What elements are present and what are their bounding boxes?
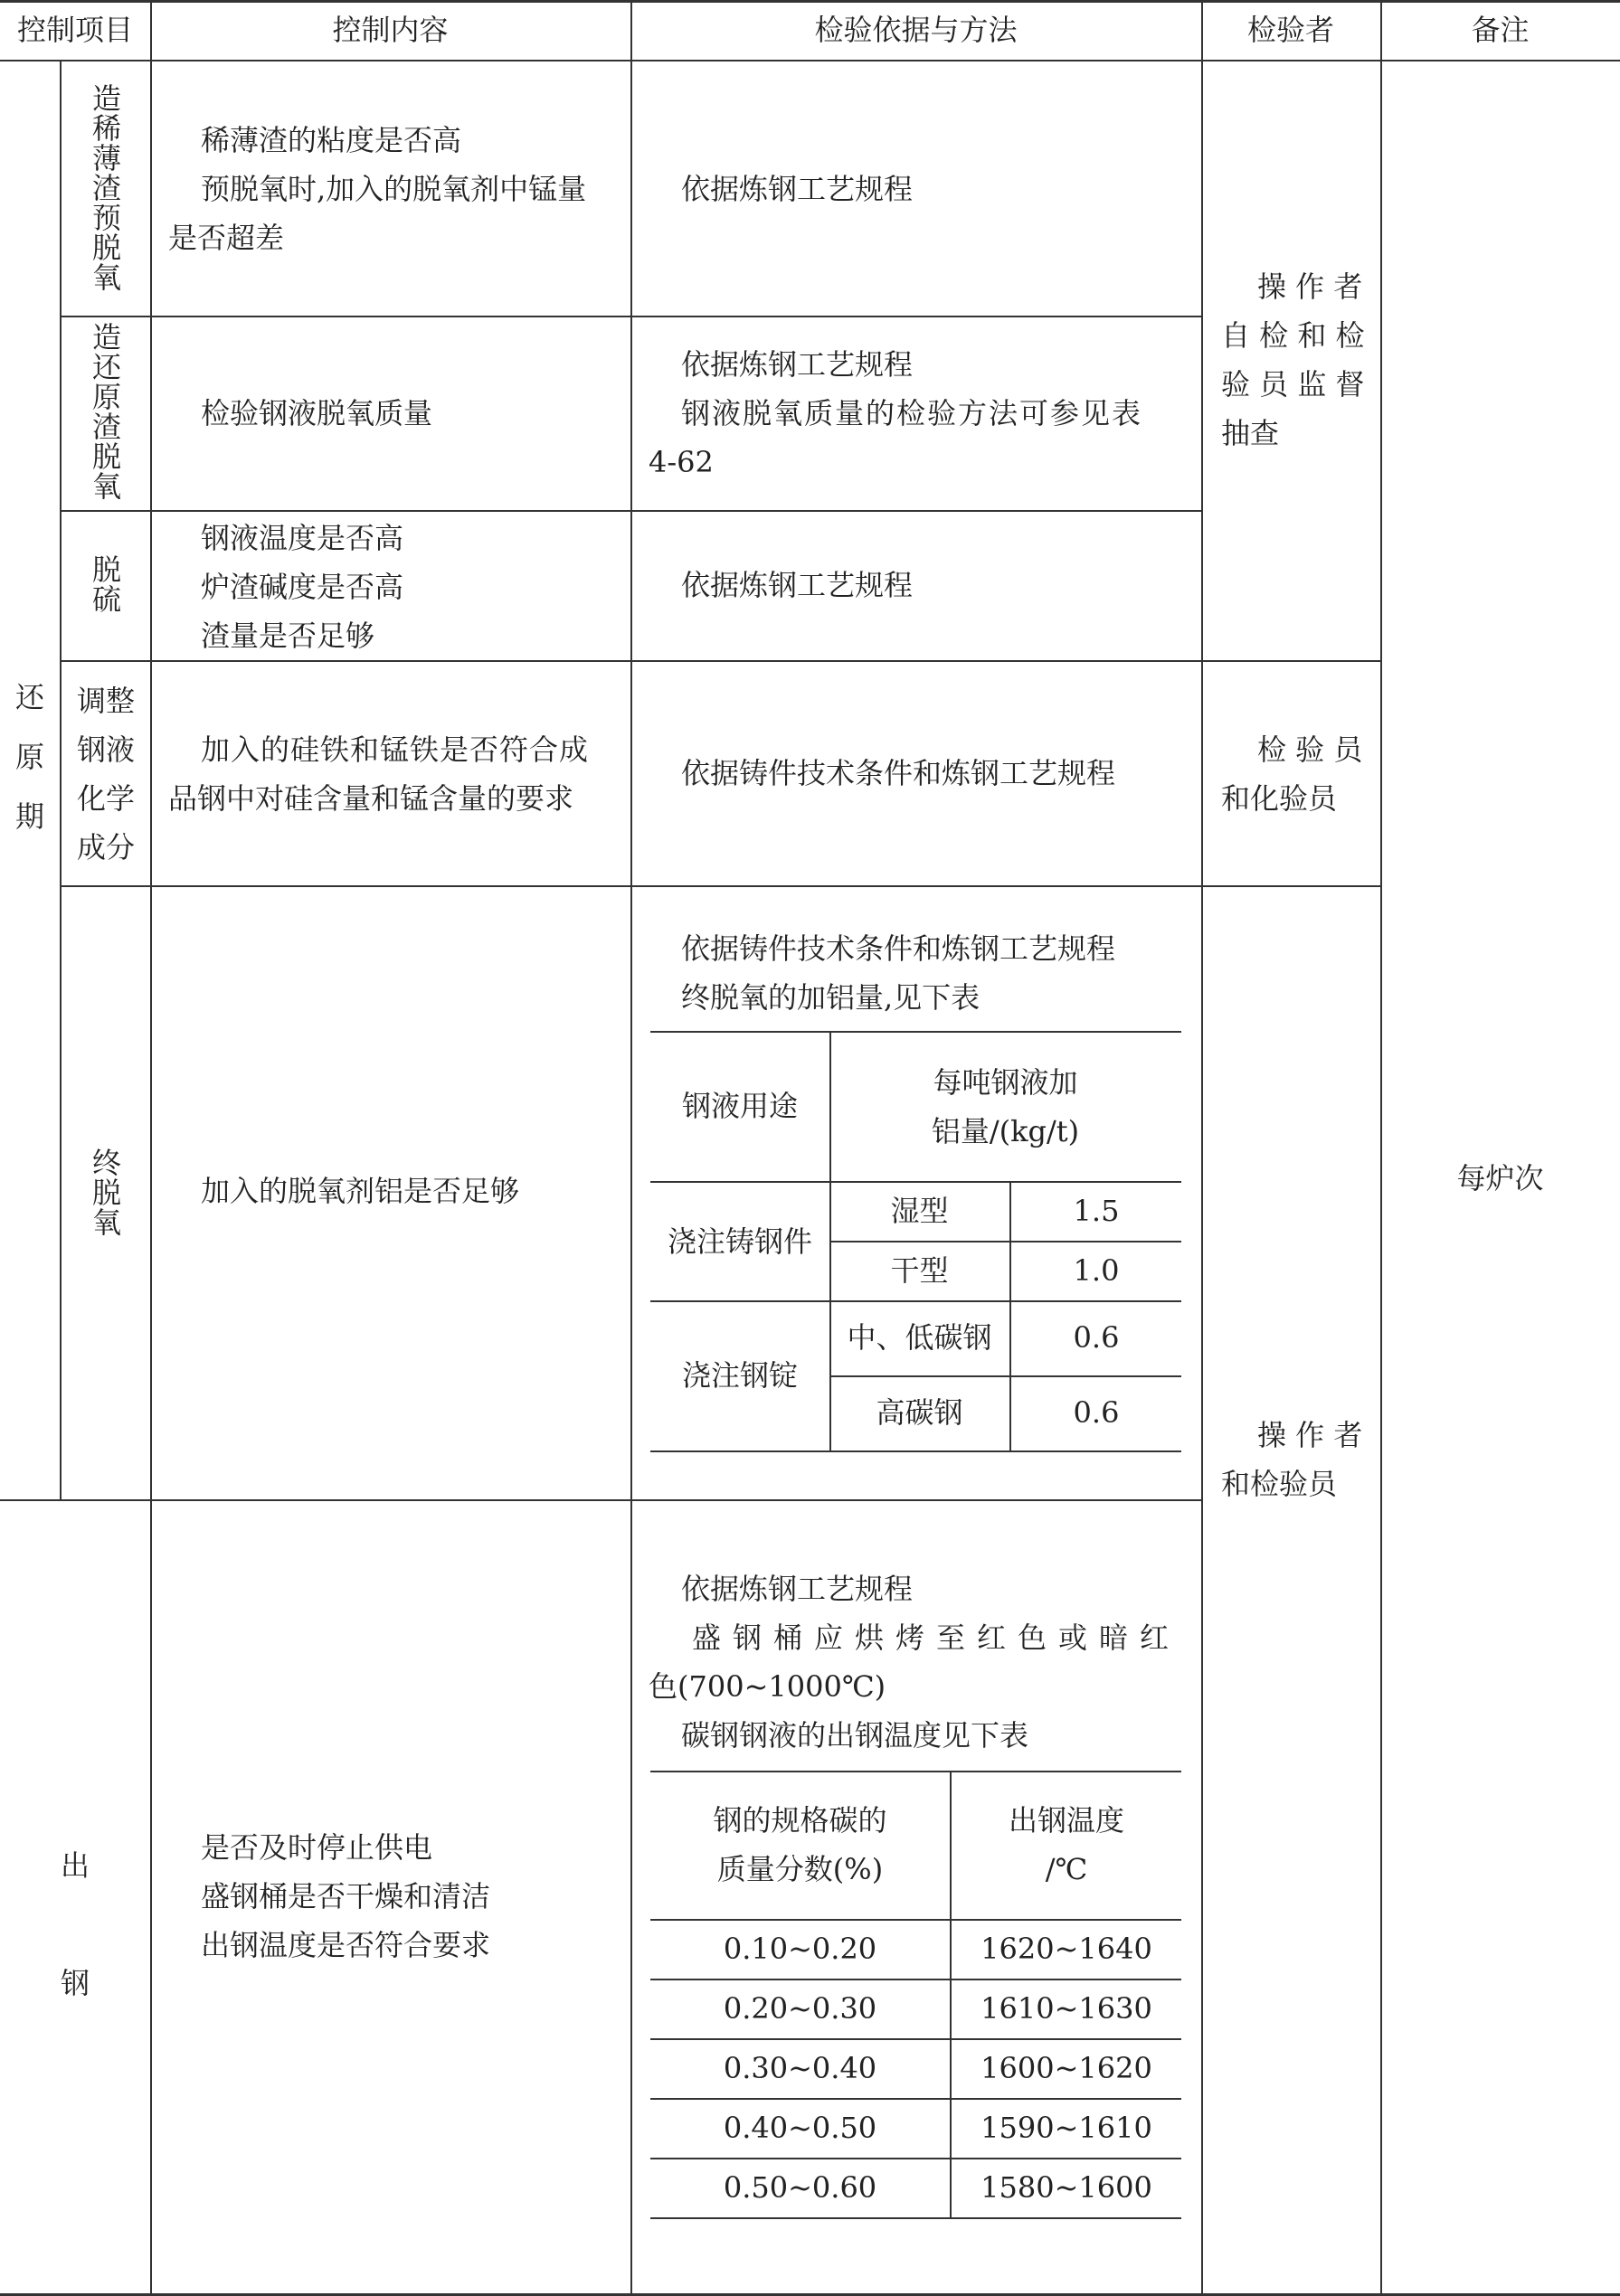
al-amount: 1.5	[1073, 1194, 1120, 1228]
content-tapping: 是否及时停止供电 盛钢桶是否干燥和清洁 出钢温度是否符合要求	[201, 1830, 491, 1962]
header-content: 控制内容	[332, 13, 449, 47]
tt-carbon: 0.40~0.50	[723, 2111, 877, 2145]
tt-header-carbon: 钢的规格碳的 质量分数(%)	[713, 1803, 887, 1886]
tt-carbon: 0.10~0.20	[723, 1932, 877, 1966]
al-amount: 1.0	[1073, 1253, 1120, 1288]
al-header-use: 钢液用途	[681, 1089, 798, 1123]
content-composition: 加入的硅铁和锰铁是否符合成 品钢中对硅含量和锰含量的要求	[168, 732, 590, 816]
tt-temp: 1590~1610	[981, 2111, 1152, 2145]
method-thin-slag: 依据炼钢工艺规程	[681, 172, 914, 206]
content-reducing-slag: 检验钢液脱氧质量	[201, 396, 433, 430]
al-rule-3	[829, 1375, 1181, 1377]
al-rule-bottom	[650, 1450, 1181, 1452]
inspector-group1: 操 作 者 自 检 和 检 验 员 监 督 抽查	[1221, 269, 1365, 450]
inspector-group3: 操 作 者 和检验员	[1221, 1418, 1363, 1501]
tt-carbon: 0.20~0.30	[723, 1991, 877, 2026]
method-reducing-slag: 依据炼钢工艺规程 钢液脱氧质量的检验方法可参见表 4-62	[649, 347, 1143, 479]
header-item: 控制项目	[16, 13, 133, 47]
tt-rule-1	[650, 1979, 1181, 1980]
item-thin-slag: 造 稀 薄 渣 预 脱 氧	[91, 81, 121, 295]
tt-rule-bottom	[650, 2217, 1181, 2219]
al-amount: 0.6	[1073, 1320, 1120, 1355]
tt-rule-3	[650, 2098, 1181, 2100]
tt-temp: 1600~1620	[981, 2051, 1152, 2085]
tt-rule-header	[650, 1919, 1181, 1921]
al-use-casting: 浇注铸钢件	[667, 1224, 812, 1259]
header-remark: 备注	[1471, 13, 1530, 47]
remark: 每炉次	[1456, 1161, 1544, 1195]
group-tapping: 出 钢	[60, 1848, 90, 2000]
rule-header	[0, 60, 1620, 61]
tt-carbon: 0.30~0.40	[723, 2051, 877, 2085]
method-final-deox: 依据铸件技术条件和炼钢工艺规程 终脱氧的加铝量,见下表	[681, 931, 1116, 1015]
method-desulfurization: 依据炼钢工艺规程	[681, 568, 914, 602]
al-rule-top	[650, 1031, 1181, 1033]
tt-rule-4	[650, 2158, 1181, 2159]
al-rule-1	[829, 1241, 1181, 1242]
content-thin-slag: 稀薄渣的粘度是否高 预脱氧时,加入的脱氧剂中锰量 是否超差	[168, 123, 587, 255]
item-composition: 调整 钢液 化学 成分	[76, 684, 135, 865]
al-amount: 0.6	[1073, 1395, 1120, 1430]
method-tapping: 依据炼钢工艺规程 盛钢桶应烘烤至红色或暗红 色(700~1000℃) 碳钢钢液的出钢温度见下表	[649, 1572, 1181, 1753]
header-method: 检验依据与方法	[814, 13, 1018, 47]
tt-rule-top	[650, 1771, 1181, 1772]
col-rule-2	[150, 0, 152, 2296]
col-rule-5	[1380, 0, 1382, 2296]
col-rule-3	[630, 0, 632, 2296]
al-type: 干型	[890, 1253, 949, 1288]
al-use-ingot: 浇注钢锭	[681, 1358, 798, 1393]
tt-temp: 1580~1600	[981, 2170, 1152, 2205]
tt-temp: 1620~1640	[981, 1932, 1152, 1966]
tt-header-temp: 出钢温度 /℃	[1008, 1803, 1124, 1886]
method-composition: 依据铸件技术条件和炼钢工艺规程	[681, 756, 1116, 790]
inspector-group2: 检 验 员 和化验员	[1221, 732, 1363, 816]
rule-row4	[60, 885, 1380, 887]
al-rule-2	[650, 1300, 1181, 1302]
group-reduction: 还 原 期	[14, 680, 44, 834]
al-type: 中、低碳钢	[847, 1320, 992, 1355]
content-desulfurization: 钢液温度是否高 炉渣碱度是否高 渣量是否足够	[201, 521, 404, 653]
item-reducing-slag: 造 还 原 渣 脱 氧	[91, 320, 121, 504]
rule-top	[0, 0, 1620, 3]
tt-rule-2	[650, 2038, 1181, 2040]
item-desulfurization: 脱 硫	[91, 553, 121, 617]
rule-row5	[0, 1499, 1201, 1501]
item-final-deox: 终 脱 氧	[91, 1146, 121, 1240]
tt-carbon: 0.50~0.60	[723, 2170, 877, 2205]
header-inspector: 检验者	[1246, 13, 1334, 47]
al-type: 高碳钢	[876, 1395, 963, 1430]
al-type: 湿型	[890, 1194, 949, 1228]
tt-temp: 1610~1630	[981, 1991, 1152, 2026]
al-rule-header	[650, 1181, 1181, 1183]
content-final-deox: 加入的脱氧剂铝是否足够	[201, 1174, 520, 1208]
col-rule-4	[1201, 0, 1203, 2296]
rule-row3	[60, 660, 1380, 662]
al-header-amount: 每吨钢液加 铝量/(kg/t)	[931, 1065, 1080, 1148]
